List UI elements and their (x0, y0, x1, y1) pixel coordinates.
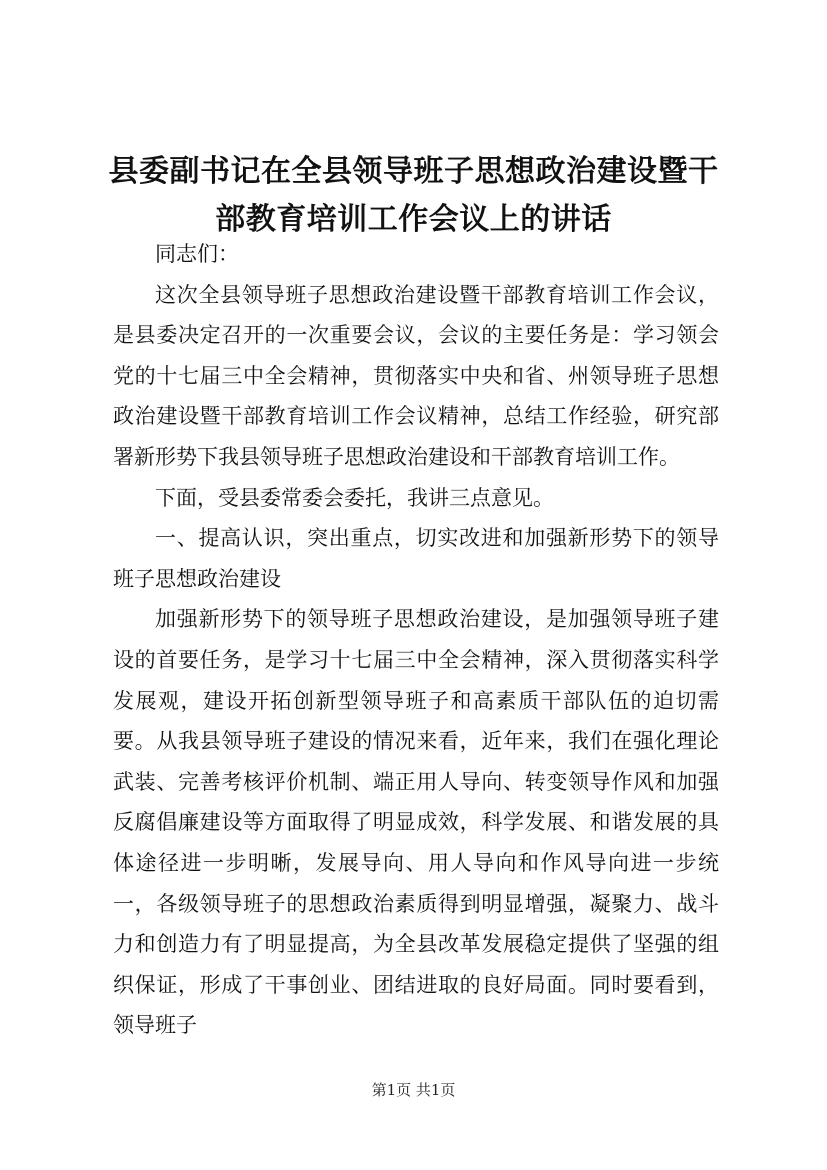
title-line-1: 县委副书记在全县领导班子思想政治建设暨干 (108, 154, 719, 189)
section-heading-1: 一、提高认识，突出重点，切实改进和加强新形势下的领导班子思想政治建设 (113, 526, 719, 591)
salutation-paragraph: 同志们： (155, 242, 239, 266)
document-title (80, 148, 747, 244)
page-number-footer: 第1页 共1页 (371, 1081, 456, 1099)
title-line-2: 部教育培训工作会议上的讲话 (215, 202, 612, 237)
opinions-paragraph: 下面，受县委常委会委托，我讲三点意见。 (155, 485, 554, 510)
section-body-paragraph: 加强新形势下的领导班子思想政治建设，是加强领导班子建设的首要任务，是学习十七届三中全会精神，深入贯彻落实科学发展观，建设开拓创新型领导班子和高素质干部队伍的迫切需要。从我县领导班子建设的情况来看，近年来，我们在强化理论武装、完善考核评价机制、端正用人导向、转变领导作风和加强反腐倡廉建设等方面取得了明显成效，科学发展、和谐发展的具体途径进一步明晰，发展导向、用人导向和作风导向进一步统一，各级领导班子的思想政治素质得到明显增强，凝聚力、战斗力和创造力有了明显提高，为全县改革发展稳定提供了坚强的组织保证，形成了干事创业、团结进取的良好局面。同时要看到，领导班子 (113, 607, 719, 1038)
intro-paragraph: 这次全县领导班子思想政治建设暨干部教育培训工作会议，是县委决定召开的一次重要会议，会议的主要任务是：学习领会党的十七届三中全会精神，贯彻落实中央和省、州领导班子思想政治建设暨干部教育培训工作会议精神，总结工作经验，研究部署新形势下我县领导班子思想政治建设和干部教育培训工作。 (113, 282, 719, 469)
document-body (113, 234, 719, 1046)
